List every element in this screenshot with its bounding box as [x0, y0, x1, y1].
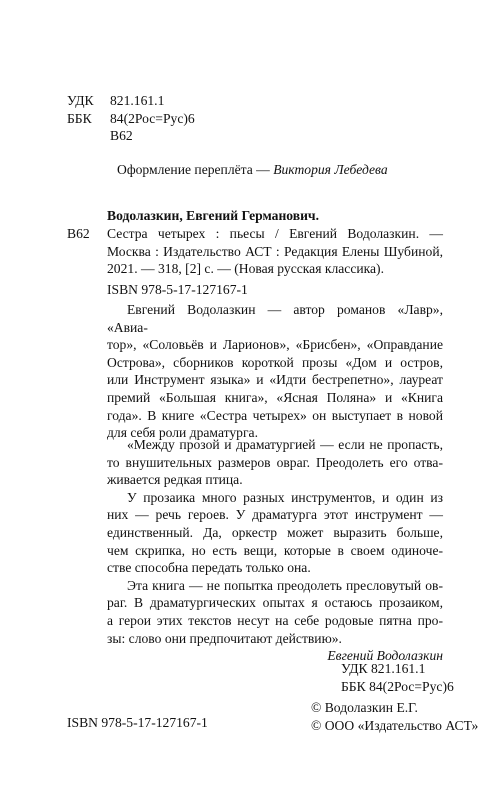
bottom-classification [341, 660, 454, 695]
udk-value: 821.161.1 [110, 93, 165, 108]
isbn-bottom: ISBN 978-5-17-127167-1 [67, 715, 208, 730]
copyright-line: © Водолазкин Е.Г. [311, 700, 418, 715]
annotation-line: для себя роли драматурга. [107, 425, 258, 441]
quote-paragraph [107, 436, 443, 489]
copyright-line: © ООО «Издательство АСТ» [311, 717, 479, 733]
author-heading: Водолазкин, Евгений Германович. [107, 208, 319, 223]
bbk-value: 84(2Рос=Рус)6 [110, 110, 195, 126]
bottom-udk: УДК 821.161.1 [341, 661, 426, 676]
bbk-line [67, 110, 195, 128]
annotation [107, 301, 443, 442]
design-credit-name: Виктория Лебедева [273, 162, 388, 177]
quote-paragraph [107, 489, 443, 577]
udk-line [67, 92, 195, 110]
quote-paragraph [107, 577, 443, 647]
quote-line: чем скрипка, но есть вещи, которые в своем одиноче- [107, 542, 443, 558]
biblio-record [107, 225, 443, 278]
quote-line: них — речь героев. У драматурга этот инструмент — [107, 507, 443, 523]
quote-signature: Евгений Водолазкин [327, 648, 443, 664]
biblio-line: Сестра четырех : пьесы / Евгений Водолазкин. — [107, 226, 443, 241]
design-credit-text: Оформление переплёта — [117, 162, 274, 177]
quote-line: У прозаика много разных инструментов, и один из [127, 489, 443, 505]
author-mark: В62 [110, 128, 133, 144]
quote-line: зы: слово они предпочитают действию». [107, 630, 342, 646]
annotation-line: или Инструмент языка» и «Идти бестрепетно», лауреат [107, 372, 443, 388]
copyright-block [311, 699, 478, 734]
annotation-line: Острова», сборников короткой прозы «Дом и остров, [107, 354, 443, 370]
quote-line: то внушительных размеров овраг. Преодолеть его отва- [107, 454, 443, 470]
udk-label: УДК [67, 93, 94, 108]
biblio-line: Москва : Издательство АСТ : Редакция Елены Шубиной, [107, 243, 443, 259]
quote-line: живается редкая птица. [107, 472, 243, 488]
design-credit [117, 161, 388, 179]
quote-line: Эта книга — не попытка преодолеть пресловутый ов- [127, 577, 443, 593]
annotation-line: года». В книге «Сестра четырех» он выступает в новой [107, 407, 443, 423]
annotation-line: тор», «Соловьёв и Ларионов», «Брисбен», «Оправдание [107, 337, 443, 353]
bbk-label: ББК [67, 110, 92, 126]
bottom-bbk: ББК 84(2Рос=Рус)6 [341, 678, 454, 694]
biblio-mark: В62 [67, 226, 90, 241]
quote-line: стве способна передать только она. [107, 560, 311, 576]
annotation-line: Евгений Водолазкин — автор романов «Лавр», «Авиа- [107, 302, 443, 335]
quote-line: а герои этих текстов несут на себе родовые пятна про- [107, 612, 443, 628]
annotation-line: премий «Большая книга», «Ясная Поляна» и «Книга [107, 389, 443, 405]
quote-line: раг. В драматургических опытах я остаюсь прозаиком, [107, 595, 443, 611]
classification-block [67, 92, 195, 145]
biblio-isbn: ISBN 978-5-17-127167-1 [107, 282, 248, 297]
quote-line: «Между прозой и драматургией — если не пропасть, [127, 437, 443, 452]
quote [107, 436, 443, 665]
biblio-line: 2021. — 318, [2] с. — (Новая русская классика). [107, 261, 384, 277]
quote-line: единственный. Да, оркестр может выразить больше, [107, 524, 443, 540]
